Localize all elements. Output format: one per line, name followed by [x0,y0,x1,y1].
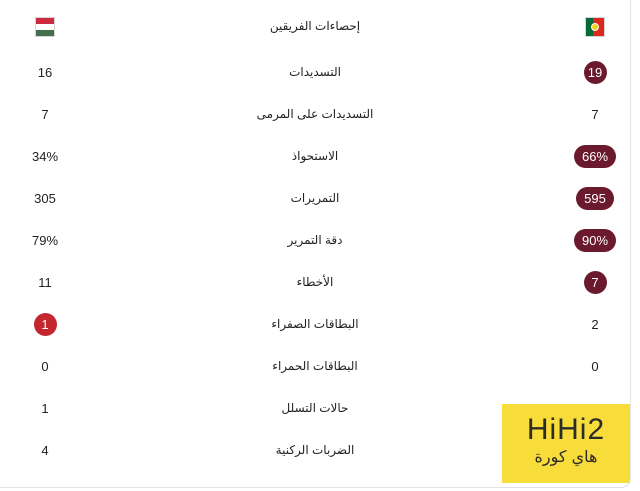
stat-left-value: 305 [34,190,56,206]
stat-row-shots-on-target [0,94,631,134]
logo-arabic-text: هاي كورة [534,447,598,466]
stat-left-value: 4 [41,442,49,458]
stat-label: الأخطاء [296,275,334,289]
portugal-flag-icon [585,17,605,37]
hihi2-watermark-logo [502,404,630,483]
stat-row-pass-accuracy [0,220,631,260]
stat-left-value: 11 [38,274,52,290]
stat-label: حالات التسلل [281,401,349,415]
stat-left-value: 1 [41,400,49,416]
stat-row-red-cards [0,346,631,386]
stat-right-value: 66% [574,145,616,168]
stat-row-possession [0,136,631,176]
stat-left-value: 34% [31,148,59,164]
stat-label: التسديدات على المرمى [256,107,374,121]
stat-label: دقة التمرير [287,233,343,247]
stat-right-value: 7 [591,106,599,122]
stat-label: البطاقات الصفراء [271,317,359,331]
stat-row-passes [0,178,631,218]
stat-label: البطاقات الحمراء [272,359,358,373]
stats-title: إحصاءات الفريقين [269,19,361,33]
stat-right-value: 19 [584,61,607,84]
logo-latin-text: HiHi2 [526,413,606,446]
stat-right-value: 2 [591,316,599,332]
stat-label: التسديدات [289,65,341,79]
stat-right-value: 595 [576,187,614,210]
stat-left-value: 1 [34,313,57,336]
stat-left-value: 79% [31,232,59,248]
stat-right-value: 90% [574,229,616,252]
stat-row-shots [0,52,631,92]
stat-right-value: 7 [584,271,607,294]
stat-left-value: 7 [41,106,49,122]
stat-label: الاستحواذ [291,149,339,163]
stat-row-yellow-cards [0,304,631,344]
stat-label: التمريرات [290,191,340,205]
stat-left-value: 0 [41,358,49,374]
hungary-flag-icon [35,17,55,37]
stat-label: الضربات الركنية [275,443,355,457]
stat-right-value: 0 [591,358,599,374]
stats-header [0,6,631,46]
stat-left-value: 16 [37,64,53,80]
stat-row-fouls [0,262,631,302]
